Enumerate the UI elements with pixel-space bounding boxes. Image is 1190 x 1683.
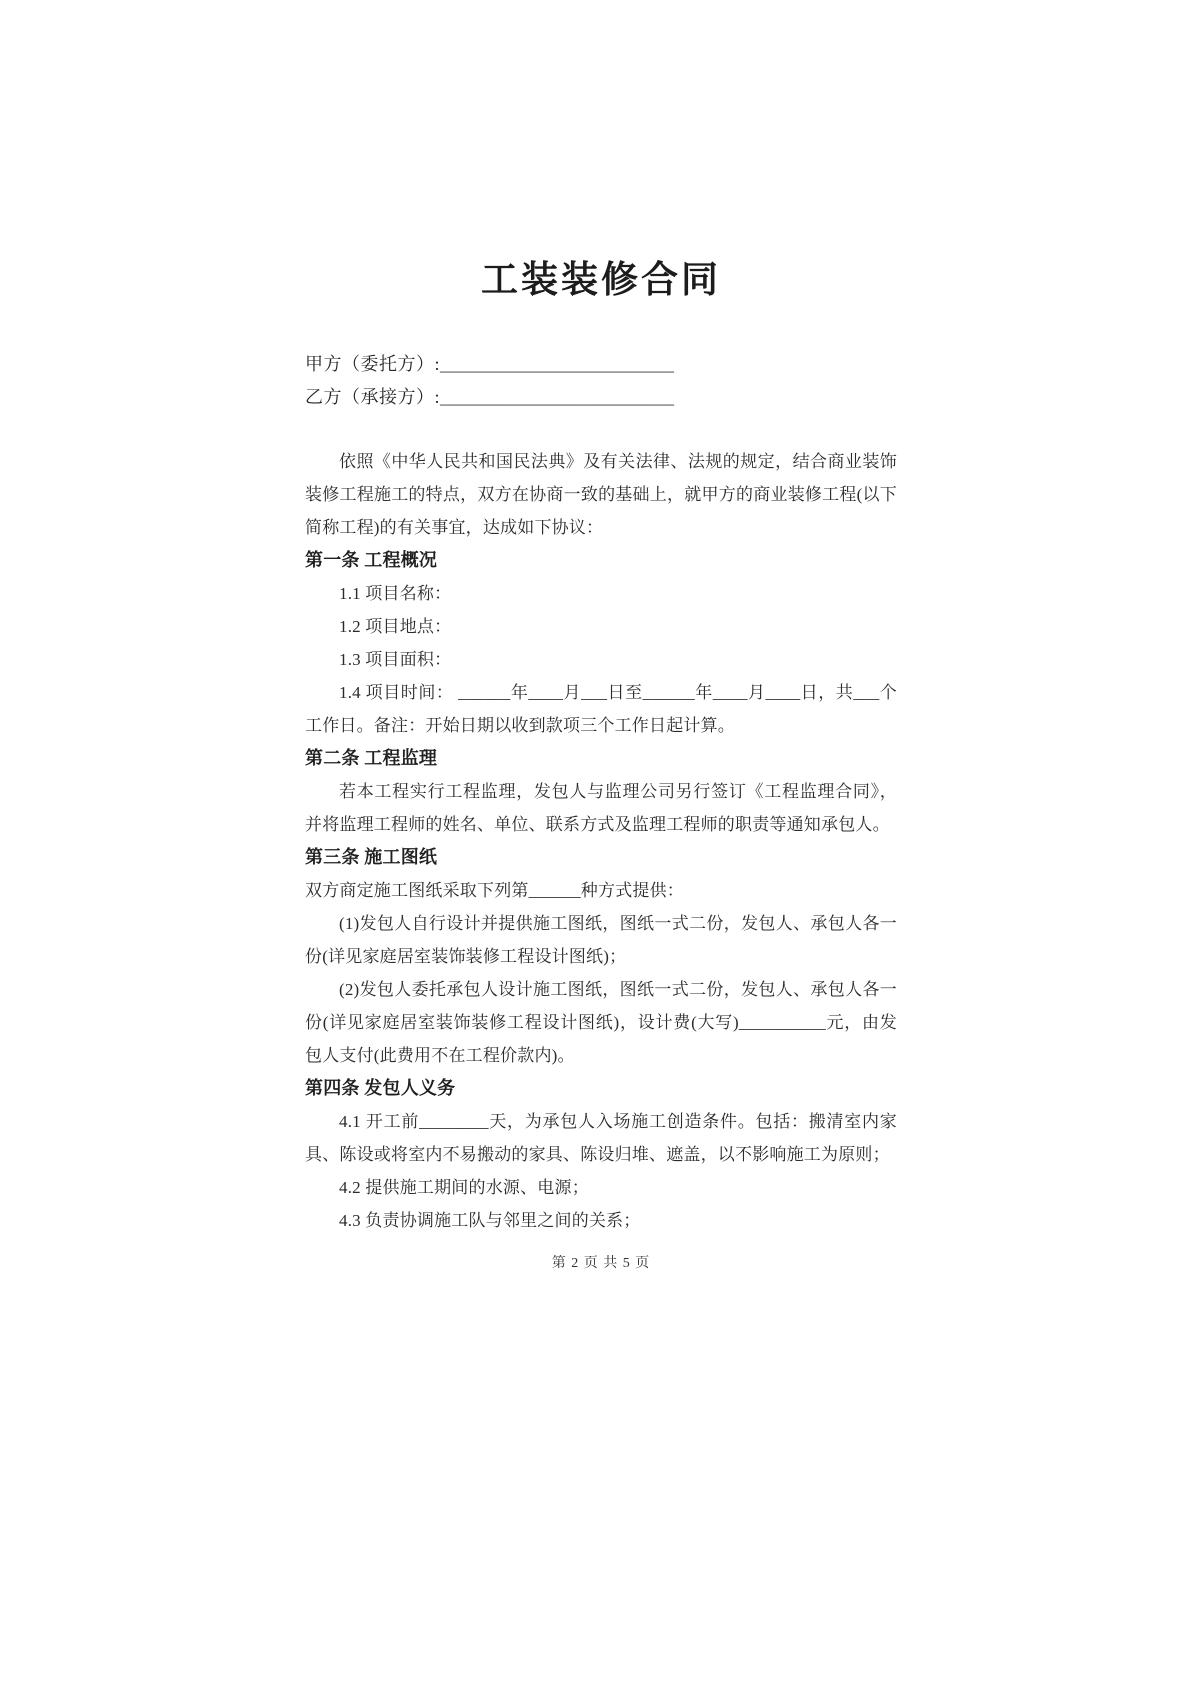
contract-paragraph: 若本工程实行工程监理，发包人与监理公司另行签订《工程监理合同》，并将监理工程师的姓名、单位、联系方式及监理工程师的职责等通知承包人。: [305, 782, 897, 834]
contract-paragraph: (1)发包人自行设计并提供施工图纸，图纸一式二份，发包人、承包人各一份(详见家庭居室装饰装修工程设计图纸)；: [305, 914, 897, 966]
parties-block: [305, 348, 897, 414]
contract-paragraph: 双方商定施工图纸采取下列第______种方式提供：: [305, 881, 684, 900]
party-line: [305, 381, 897, 414]
section-heading: 第三条 施工图纸: [305, 847, 438, 867]
section-heading: 第四条 发包人义务: [305, 1078, 456, 1098]
contract-document: [305, 0, 897, 1237]
section-heading: 第二条 工程监理: [305, 748, 438, 768]
page-number-footer: [305, 1254, 897, 1274]
contract-section: [305, 544, 897, 742]
contract-paragraph: 4.3 负责协调施工队与邻里之间的关系；: [339, 1211, 641, 1230]
contract-body: [305, 445, 897, 1237]
party-label: 甲方（委托方）:: [305, 354, 441, 374]
contract-paragraph: 1.1 项目名称：: [339, 584, 452, 603]
party-blank-line: __________________________: [440, 354, 675, 374]
party-label: 乙方（承接方）:: [305, 387, 441, 407]
page-number-text: 第 2 页 共 5 页: [551, 1256, 651, 1271]
contract-title: 工装装修合同: [481, 260, 721, 301]
preamble-paragraph: 依照《中华人民共和国民法典》及有关法律、法规的规定，结合商业装饰装修工程施工的特点，双方在协商一致的基础上，就甲方的商业装修工程(以下简称工程)的有关事宜，达成如下协议：: [305, 452, 897, 537]
contract-paragraph: 4.2 提供施工期间的水源、电源；: [339, 1178, 589, 1197]
contract-paragraph: (2)发包人委托承包人设计施工图纸，图纸一式二份，发包人、承包人各一份(详见家庭居室装饰装修工程设计图纸)，设计费(大写)__________元，由发包人支付(此费用不在工程价款内)。: [305, 980, 897, 1065]
contract-section: [305, 841, 897, 1072]
contract-paragraph: 1.2 项目地点：: [339, 617, 452, 636]
section-heading: 第一条 工程概况: [305, 550, 438, 570]
contract-paragraph: 4.1 开工前________天，为承包人入场施工创造条件。包括：搬清室内家具、陈设或将室内不易搬动的家具、陈设归堆、遮盖，以不影响施工为原则；: [305, 1112, 897, 1164]
party-line: [305, 348, 897, 381]
contract-paragraph: 1.4 项目时间： ______年____月___日至______年____月____日，共___个工作日。备注：开始日期以收到款项三个工作日起计算。: [305, 683, 897, 735]
sections-container: [305, 544, 897, 1237]
party-blank-line: __________________________: [440, 387, 675, 407]
contract-section: [305, 742, 897, 841]
contract-section: [305, 1072, 897, 1237]
contract-paragraph: 1.3 项目面积：: [339, 650, 452, 669]
